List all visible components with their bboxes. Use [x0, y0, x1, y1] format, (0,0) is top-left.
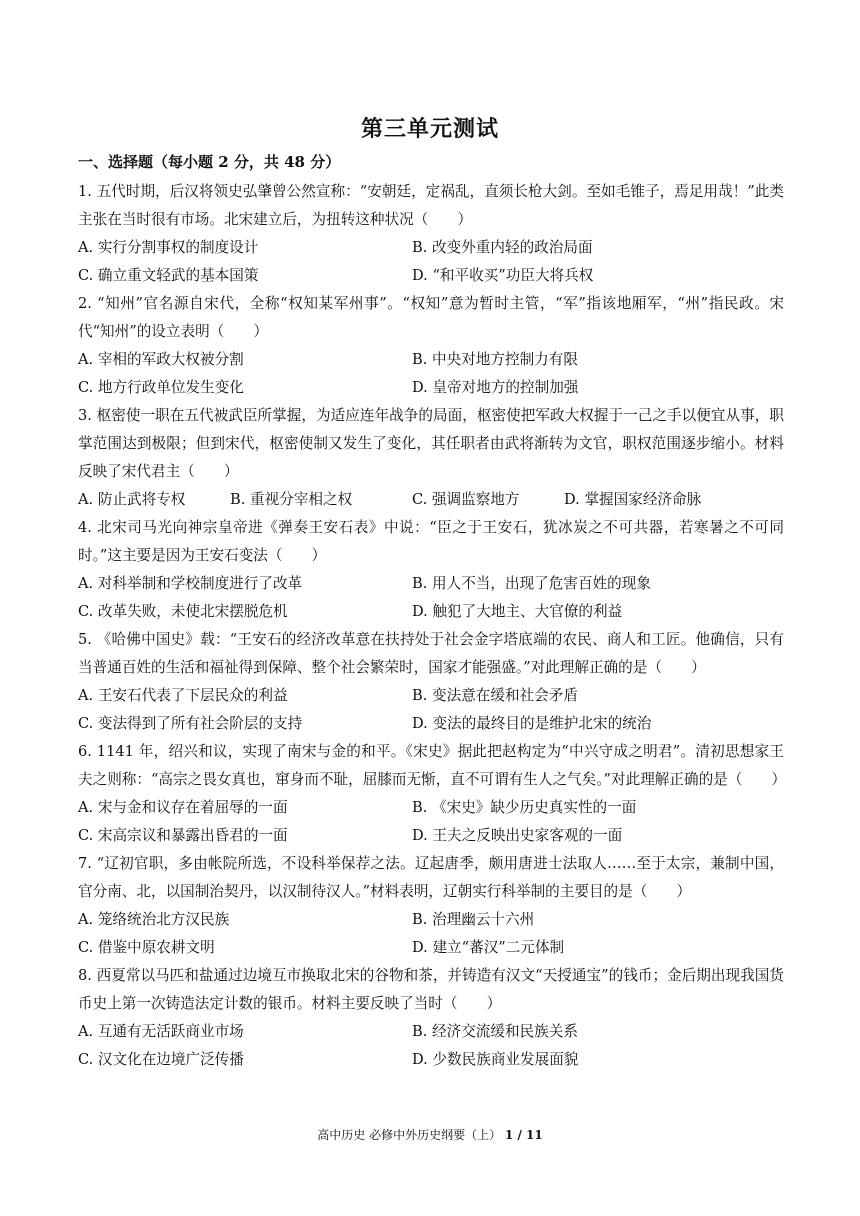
option-a: A. 宰相的军政大权被分割: [78, 351, 244, 368]
option-c: C. 改革失败，未使北宋摆脱危机: [78, 603, 288, 620]
options-row: [78, 1018, 784, 1046]
question-stem: 3. 枢密使一职在五代被武臣所掌握，为适应连年战争的局面，枢密使把军政大权握于一己之手以便宜从事，职掌范围达到极限；但到宋代，枢密使制又发生了变化，其任职者由武将渐转为文官，职权范围逐步缩小。材料反映了宋代君主（ ）: [78, 407, 784, 480]
question-stem: 2. “知州”官名源自宋代，全称“权知某军州事”。“权知”意为暂时主管，“军”指该地厢军，“州”指民政。宋代“知州”的设立表明（ ）: [78, 295, 784, 340]
option-b: B. 治理幽云十六州: [412, 911, 535, 928]
option-d: D. 触犯了大地主、大官僚的利益: [412, 603, 623, 620]
options-row: [78, 934, 784, 962]
option-d: D. 皇帝对地方的控制加强: [412, 379, 579, 396]
question-stem: 6. 1141 年，绍兴和议，实现了南宋与金的和平。《宋史》据此把赵构定为“中兴守成之明君”。清初思想家王夫之则称：“高宗之畏女真也，窜身而不耻，屈膝而无惭，直不可谓有生人之气矣。”对此理解正确的是（ ）: [78, 743, 787, 788]
option-c: C. 借鉴中原农耕文明: [78, 939, 215, 956]
question-stem: 7. “辽初官职，多由帐院所选，不设科举保荐之法。辽起唐季，颇用唐进士法取人……至于太宗，兼制中国，官分南、北，以国制治契丹，以汉制待汉人。”材料表明，辽朝实行科举制的主要目的是（ ）: [78, 855, 784, 900]
option-c: C. 宋高宗议和暴露出昏君的一面: [78, 827, 288, 844]
option-d: D. 建立“蕃汉”二元体制: [412, 939, 565, 956]
option-a: A. 互通有无活跃商业市场: [78, 1023, 244, 1040]
option-a: A. 实行分割事权的制度设计: [78, 239, 259, 256]
option-b: B. 重视分宰相之权: [230, 491, 353, 508]
option-c: C. 变法得到了所有社会阶层的支持: [78, 715, 303, 732]
option-d: D. 少数民族商业发展面貌: [412, 1051, 579, 1068]
option-b: B. 中央对地方控制力有限: [412, 351, 578, 368]
question-5: [78, 626, 784, 738]
options-row: [78, 234, 784, 262]
options-row: [78, 794, 784, 822]
question-1: [78, 178, 784, 290]
option-c: C. 确立重文轻武的基本国策: [78, 267, 259, 284]
options-row: [78, 598, 784, 626]
options-row: [78, 346, 784, 374]
options-row: [78, 374, 784, 402]
option-d: D. “和平收买”功臣大将兵权: [412, 267, 594, 284]
options-row: [78, 822, 784, 850]
option-b: B. 变法意在缓和社会矛盾: [412, 687, 578, 704]
option-c: C. 汉文化在边境广泛传播: [78, 1051, 244, 1068]
question-stem: 5. 《哈佛中国史》载：“王安石的经济改革意在扶持处于社会金字塔底端的农民、商人和工匠。他确信，只有当普通百姓的生活和福祉得到保障、整个社会繁荣时，国家才能强盛。”对此理解正确的是（ ）: [78, 631, 784, 676]
options-row: [78, 906, 784, 934]
footer-text: 高中历史 必修中外历史纲要（上）: [317, 1128, 502, 1142]
options-row: [78, 486, 784, 514]
question-stem: 4. 北宋司马光向神宗皇帝进《弹奏王安石表》中说：“臣之于王安石，犹冰炭之不可共器，若寒暑之不可同时。”这主要是因为王安石变法（ ）: [78, 519, 784, 564]
options-row: [78, 682, 784, 710]
option-b: B. 经济交流缓和民族关系: [412, 1023, 578, 1040]
question-8: [78, 962, 784, 1074]
option-a: A. 防止武将专权: [78, 491, 186, 508]
options-row: [78, 710, 784, 738]
question-7: [78, 850, 784, 962]
option-a: A. 王安石代表了下层民众的利益: [78, 687, 288, 704]
question-stem: 1. 五代时期，后汉将领史弘肇曾公然宣称：“安朝廷，定祸乱，直须长枪大剑。至如毛锥子，焉足用哉！”此类主张在当时很有市场。北宋建立后，为扭转这种状况（ ）: [78, 183, 784, 228]
options-row: [78, 570, 784, 598]
option-a: A. 对科举制和学校制度进行了改革: [78, 575, 303, 592]
option-d: D. 掌握国家经济命脉: [564, 491, 702, 508]
question-6: [78, 738, 787, 850]
question-3: [78, 402, 784, 514]
page-footer: [0, 1126, 860, 1143]
option-b: B. 《宋史》缺少历史真实性的一面: [412, 799, 637, 816]
section-heading: 一、选择题（每小题 2 分，共 48 分）: [78, 153, 341, 171]
option-c: C. 强调监察地方: [412, 491, 520, 508]
option-b: B. 用人不当，出现了危害百姓的现象: [412, 575, 651, 592]
options-row: [78, 1046, 784, 1074]
page-number: 1 / 11: [504, 1128, 543, 1142]
question-2: [78, 290, 784, 402]
option-d: D. 王夫之反映出史家客观的一面: [412, 827, 623, 844]
page-title: 第三单元测试: [360, 116, 499, 142]
question-stem: 8. 西夏常以马匹和盐通过边境互市换取北宋的谷物和茶，并铸造有汉文“天授通宝”的钱币；金后期出现我国货币史上第一次铸造法定计数的银币。材料主要反映了当时（ ）: [78, 967, 784, 1012]
option-b: B. 改变外重内轻的政治局面: [412, 239, 593, 256]
option-a: A. 笼络统治北方汉民族: [78, 911, 230, 928]
question-list: [78, 178, 787, 1074]
option-a: A. 宋与金和议存在着屈辱的一面: [78, 799, 288, 816]
option-c: C. 地方行政单位发生变化: [78, 379, 244, 396]
option-d: D. 变法的最终目的是维护北宋的统治: [412, 715, 652, 732]
options-row: [78, 262, 784, 290]
question-4: [78, 514, 784, 626]
